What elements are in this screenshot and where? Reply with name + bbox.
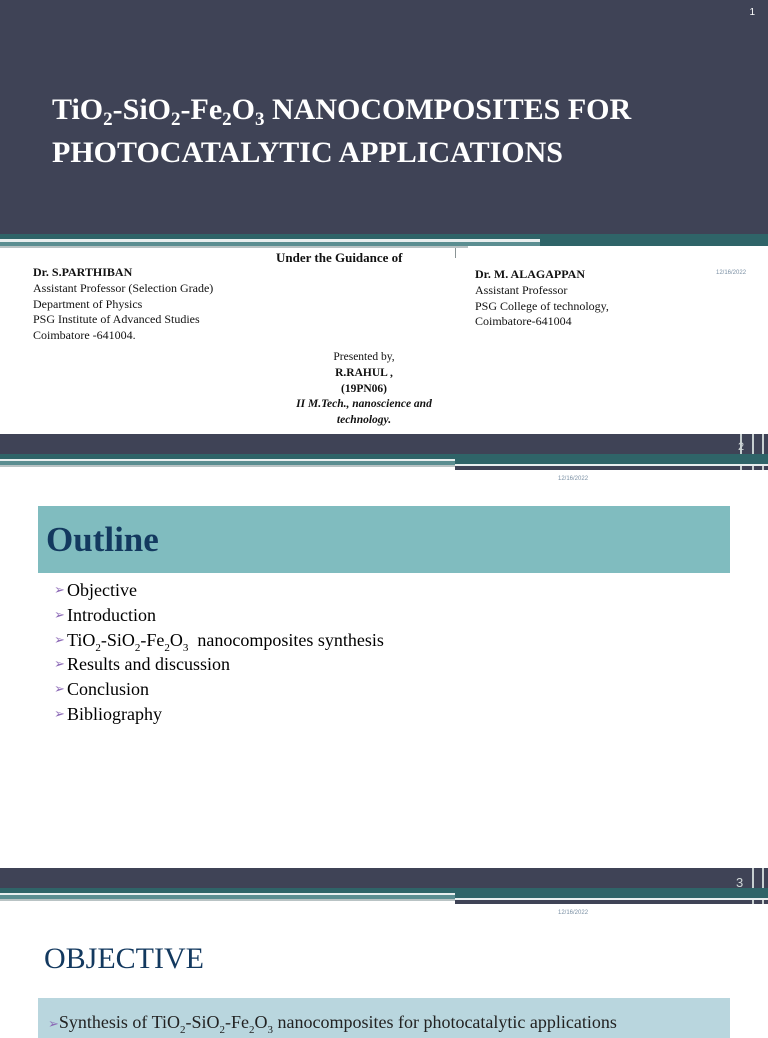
list-item: ➢ Results and discussion	[54, 654, 231, 675]
presenter-course: technology.	[336, 414, 392, 427]
header-stripe	[0, 899, 468, 901]
list-item: ➢ Objective	[54, 580, 137, 600]
presenter-course: II M.Tech., nanoscience and	[296, 398, 432, 411]
arrow-bullet-icon: ➢	[54, 656, 65, 672]
header-stripe	[455, 898, 768, 900]
header-stripe	[455, 888, 768, 898]
outline-heading-box	[38, 506, 730, 573]
slide-2	[0, 434, 768, 868]
slide-1	[0, 0, 768, 434]
title-line-2: PHOTOCATALYTIC APPLICATIONS	[52, 136, 563, 169]
outline-list	[54, 578, 384, 727]
presenter-info	[264, 350, 464, 429]
arrow-bullet-icon: ➢	[54, 681, 65, 697]
objective-text: ➢Synthesis of $TiO_2-SiO_2-Fe_2O_3$ nanocomposites for photocatalytic applications	[48, 1012, 617, 1036]
presented-by-label: Presented by,	[333, 351, 395, 363]
guide-1-info	[33, 265, 213, 344]
header-stripe	[455, 464, 768, 466]
guide-2-name: Dr. M. ALAGAPPAN	[475, 267, 585, 281]
guidance-heading: Under the Guidance of	[276, 250, 403, 265]
slide-date: 12/16/2022	[558, 910, 589, 916]
guide-1-line: Assistant Professor (Selection Grade)	[33, 280, 214, 295]
guide-1-line: PSG Institute of Advanced Studies	[33, 312, 200, 327]
arrow-bullet-icon: ➢	[54, 705, 65, 721]
page-number: 1	[749, 7, 755, 18]
header-stripe	[540, 236, 768, 246]
slide-date: 12/16/2022	[558, 476, 589, 482]
header-stripe	[0, 246, 468, 248]
arrow-bullet-icon: ➢	[54, 631, 65, 647]
guide-1-name: Dr. S.PARTHIBAN	[33, 265, 133, 279]
title-line-1: $TiO_2-SiO_2-Fe_2O_3$ NANOCOMPOSITES FOR	[52, 93, 632, 130]
objective-box	[38, 998, 730, 1038]
list-item: ➢ Introduction	[54, 604, 156, 625]
guide-1-line: Coimbatore -641004.	[33, 328, 136, 343]
presentation-title	[52, 88, 742, 174]
arrow-bullet-icon: ➢	[54, 606, 65, 622]
list-item: ➢ $TiO_2-SiO_2-Fe_2O_3$ nanocomposites synthesis	[54, 629, 384, 654]
page-number: 3	[736, 875, 744, 890]
header-stripe	[455, 454, 768, 464]
objective-heading: OBJECTIVE	[44, 942, 204, 975]
guide-2-line: Coimbatore-641004	[475, 314, 572, 329]
guide-2-line: Assistant Professor	[475, 282, 568, 297]
list-item: ➢ Bibliography	[54, 703, 162, 724]
outline-heading: Outline	[46, 520, 159, 559]
arrow-bullet-icon: ➢	[48, 1016, 59, 1031]
guide-2-line: PSG College of technology,	[475, 298, 609, 313]
slide-3	[0, 868, 768, 1036]
arrow-bullet-icon: ➢	[54, 582, 65, 597]
guide-1-line: Department of Physics	[33, 296, 143, 311]
guide-2-info	[475, 267, 609, 330]
presenter-name: R.RAHUL ,	[335, 366, 393, 379]
page-number: 2	[738, 441, 745, 453]
list-item: ➢ Conclusion	[54, 679, 150, 700]
slide-date: 12/16/2022	[716, 270, 747, 276]
divider	[455, 248, 456, 258]
presenter-roll: (19PN06)	[341, 382, 387, 395]
header-stripe	[0, 465, 468, 467]
